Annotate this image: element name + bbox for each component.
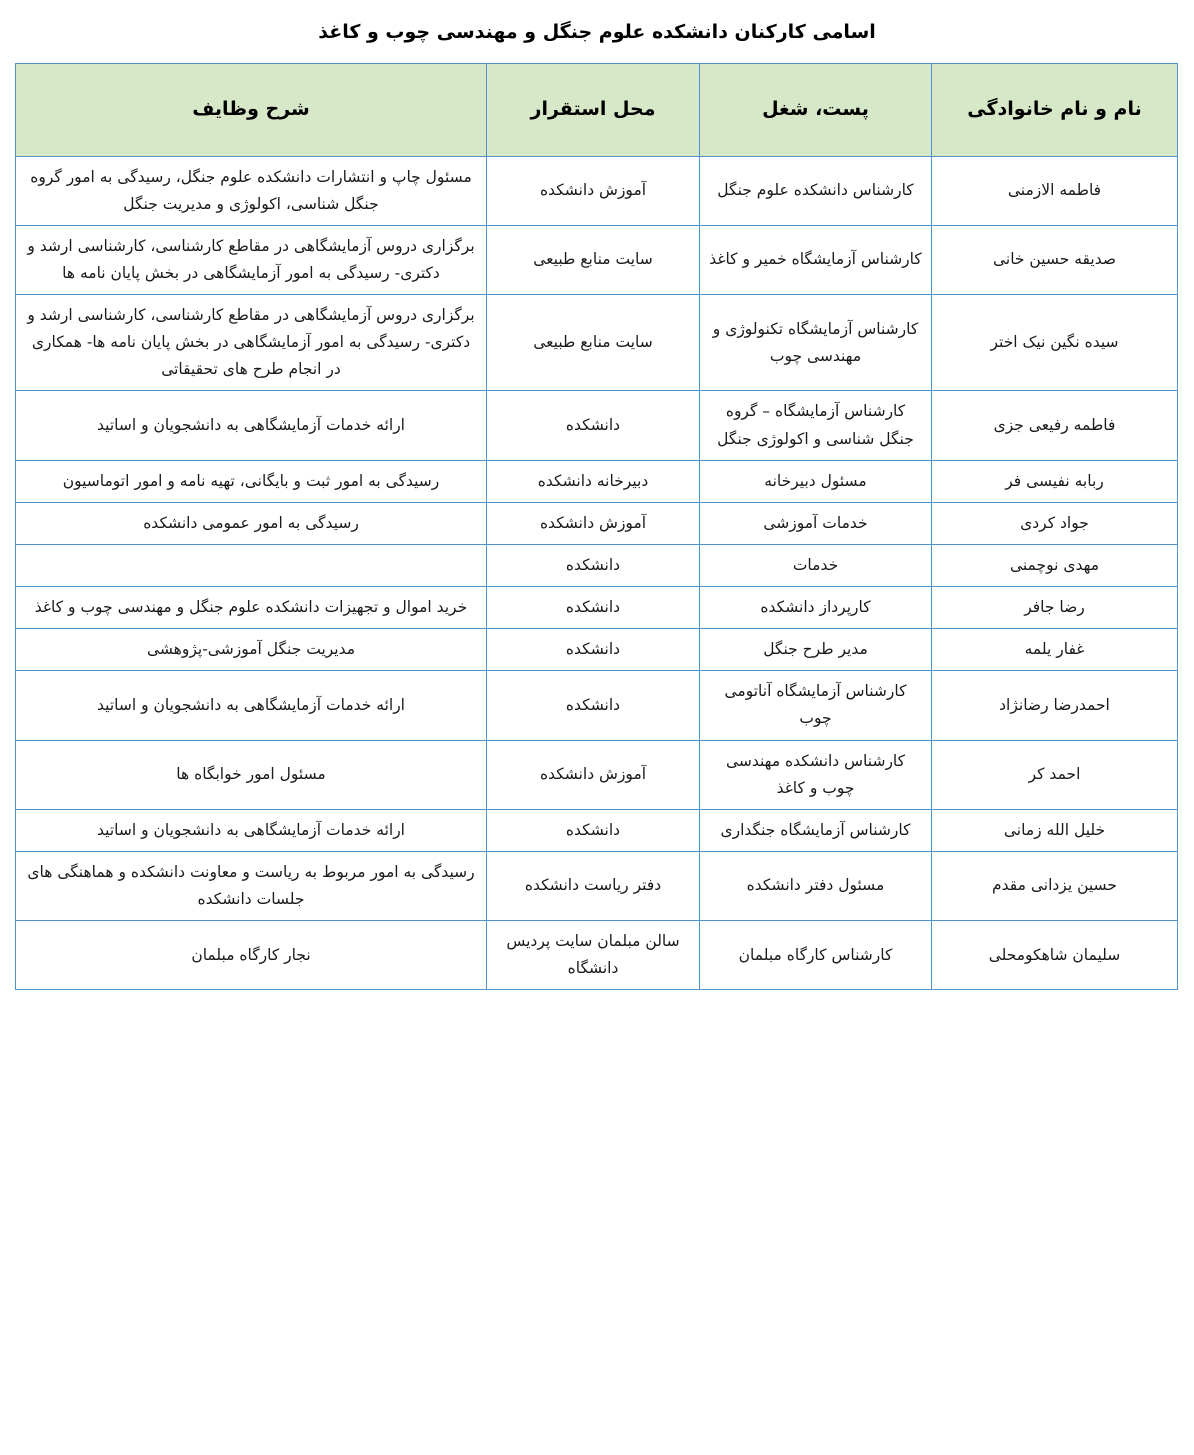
cell-name: مهدی نوچمنی — [932, 544, 1178, 586]
table-row — [16, 156, 1178, 225]
cell-place: دانشکده — [487, 671, 700, 740]
cell-post: کارشناس آزمایشگاه آناتومی چوب — [700, 671, 932, 740]
cell-duties: برگزاری دروس آزمایشگاهی در مقاطع کارشناسی، کارشناسی ارشد و دکتری- رسیدگی به امور آزمایشگاهی در بخش پایان نامه ها- همکاری در انجام طرح های تحقیقاتی — [16, 295, 487, 391]
cell-post: کارشناس دانشکده مهندسی چوب و کاغذ — [700, 740, 932, 809]
cell-name: سیده نگین نیک اختر — [932, 295, 1178, 391]
cell-duties: ارائه خدمات آزمایشگاهی به دانشجویان و اساتید — [16, 391, 487, 460]
cell-place: دفتر ریاست دانشکده — [487, 851, 700, 920]
cell-place: آموزش دانشکده — [487, 502, 700, 544]
cell-post: کارشناس کارگاه مبلمان — [700, 921, 932, 990]
cell-place: دانشکده — [487, 391, 700, 460]
staff-table — [15, 63, 1178, 991]
table-row — [16, 671, 1178, 740]
cell-name: فاطمه رفیعی جزی — [932, 391, 1178, 460]
table-row — [16, 851, 1178, 920]
cell-name: ربابه نفیسی فر — [932, 460, 1178, 502]
cell-duties: ارائه خدمات آزمایشگاهی به دانشجویان و اساتید — [16, 671, 487, 740]
cell-post: مسئول دبیرخانه — [700, 460, 932, 502]
cell-duties: خرید اموال و تجهیزات دانشکده علوم جنگل و مهندسی چوب و کاغذ — [16, 587, 487, 629]
cell-duties: ارائه خدمات آزمایشگاهی به دانشجویان و اساتید — [16, 809, 487, 851]
cell-name: خلیل الله زمانی — [932, 809, 1178, 851]
cell-post: کارشناس آزمایشگاه خمیر و کاغذ — [700, 225, 932, 294]
table-header — [16, 63, 1178, 156]
cell-post: کارشناس دانشکده علوم جنگل — [700, 156, 932, 225]
cell-place: آموزش دانشکده — [487, 156, 700, 225]
cell-duties — [16, 544, 487, 586]
cell-place: دانشکده — [487, 587, 700, 629]
cell-duties: مسئول امور خوابگاه ها — [16, 740, 487, 809]
table-row — [16, 391, 1178, 460]
cell-place: آموزش دانشکده — [487, 740, 700, 809]
cell-place: دبیرخانه دانشکده — [487, 460, 700, 502]
cell-post: کارشناس آزمایشگاه – گروه جنگل شناسی و اکولوژی جنگل — [700, 391, 932, 460]
table-row — [16, 587, 1178, 629]
cell-post: مسئول دفتر دانشکده — [700, 851, 932, 920]
cell-post: کارشناس آزمایشگاه جنگداری — [700, 809, 932, 851]
cell-post: خدمات — [700, 544, 932, 586]
cell-place: سایت منابع طبیعی — [487, 295, 700, 391]
column-header-name: نام و نام خانوادگی — [932, 63, 1178, 156]
cell-name: جواد کردی — [932, 502, 1178, 544]
column-header-duties: شرح وظایف — [16, 63, 487, 156]
table-row — [16, 225, 1178, 294]
cell-post: کارشناس آزمایشگاه تکنولوژی و مهندسی چوب — [700, 295, 932, 391]
cell-place: سایت منابع طبیعی — [487, 225, 700, 294]
cell-name: صدیقه حسین خانی — [932, 225, 1178, 294]
cell-place: سالن مبلمان سایت پردیس دانشگاه — [487, 921, 700, 990]
table-header-row — [16, 63, 1178, 156]
table-row — [16, 460, 1178, 502]
table-body — [16, 156, 1178, 990]
table-row — [16, 629, 1178, 671]
cell-name: احمدرضا رضانژاد — [932, 671, 1178, 740]
cell-post: مدیر طرح جنگل — [700, 629, 932, 671]
cell-name: حسین یزدانی مقدم — [932, 851, 1178, 920]
cell-duties: رسیدگی به امور مربوط به ریاست و معاونت دانشکده و هماهنگی های جلسات دانشکده — [16, 851, 487, 920]
cell-duties: مدیریت جنگل آموزشی-پژوهشی — [16, 629, 487, 671]
cell-post: کارپرداز دانشکده — [700, 587, 932, 629]
column-header-place: محل استقرار — [487, 63, 700, 156]
cell-place: دانشکده — [487, 544, 700, 586]
table-row — [16, 544, 1178, 586]
cell-name: رضا جافر — [932, 587, 1178, 629]
cell-duties: نجار کارگاه مبلمان — [16, 921, 487, 990]
cell-duties: رسیدگی به امور عمومی دانشکده — [16, 502, 487, 544]
cell-name: فاطمه الازمنی — [932, 156, 1178, 225]
cell-place: دانشکده — [487, 629, 700, 671]
page-title: اسامی کارکنان دانشکده علوم جنگل و مهندسی چوب و کاغذ — [318, 21, 876, 43]
cell-name: غفار یلمه — [932, 629, 1178, 671]
table-row — [16, 740, 1178, 809]
cell-name: احمد کر — [932, 740, 1178, 809]
column-header-post: پست، شغل — [700, 63, 932, 156]
table-row — [16, 295, 1178, 391]
cell-place: دانشکده — [487, 809, 700, 851]
cell-duties: مسئول چاپ و انتشارات دانشکده علوم جنگل، رسیدگی به امور گروه جنگل شناسی، اکولوژی و مدیریت جنگل — [16, 156, 487, 225]
table-row — [16, 809, 1178, 851]
table-row — [16, 502, 1178, 544]
cell-duties: برگزاری دروس آزمایشگاهی در مقاطع کارشناسی، کارشناسی ارشد و دکتری- رسیدگی به امور آزمایشگاهی در بخش پایان نامه ها — [16, 225, 487, 294]
cell-post: خدمات آموزشی — [700, 502, 932, 544]
cell-name: سلیمان شاهکومحلی — [932, 921, 1178, 990]
cell-duties: رسیدگی به امور ثبت و بایگانی، تهیه نامه و امور اتوماسیون — [16, 460, 487, 502]
table-row — [16, 921, 1178, 990]
